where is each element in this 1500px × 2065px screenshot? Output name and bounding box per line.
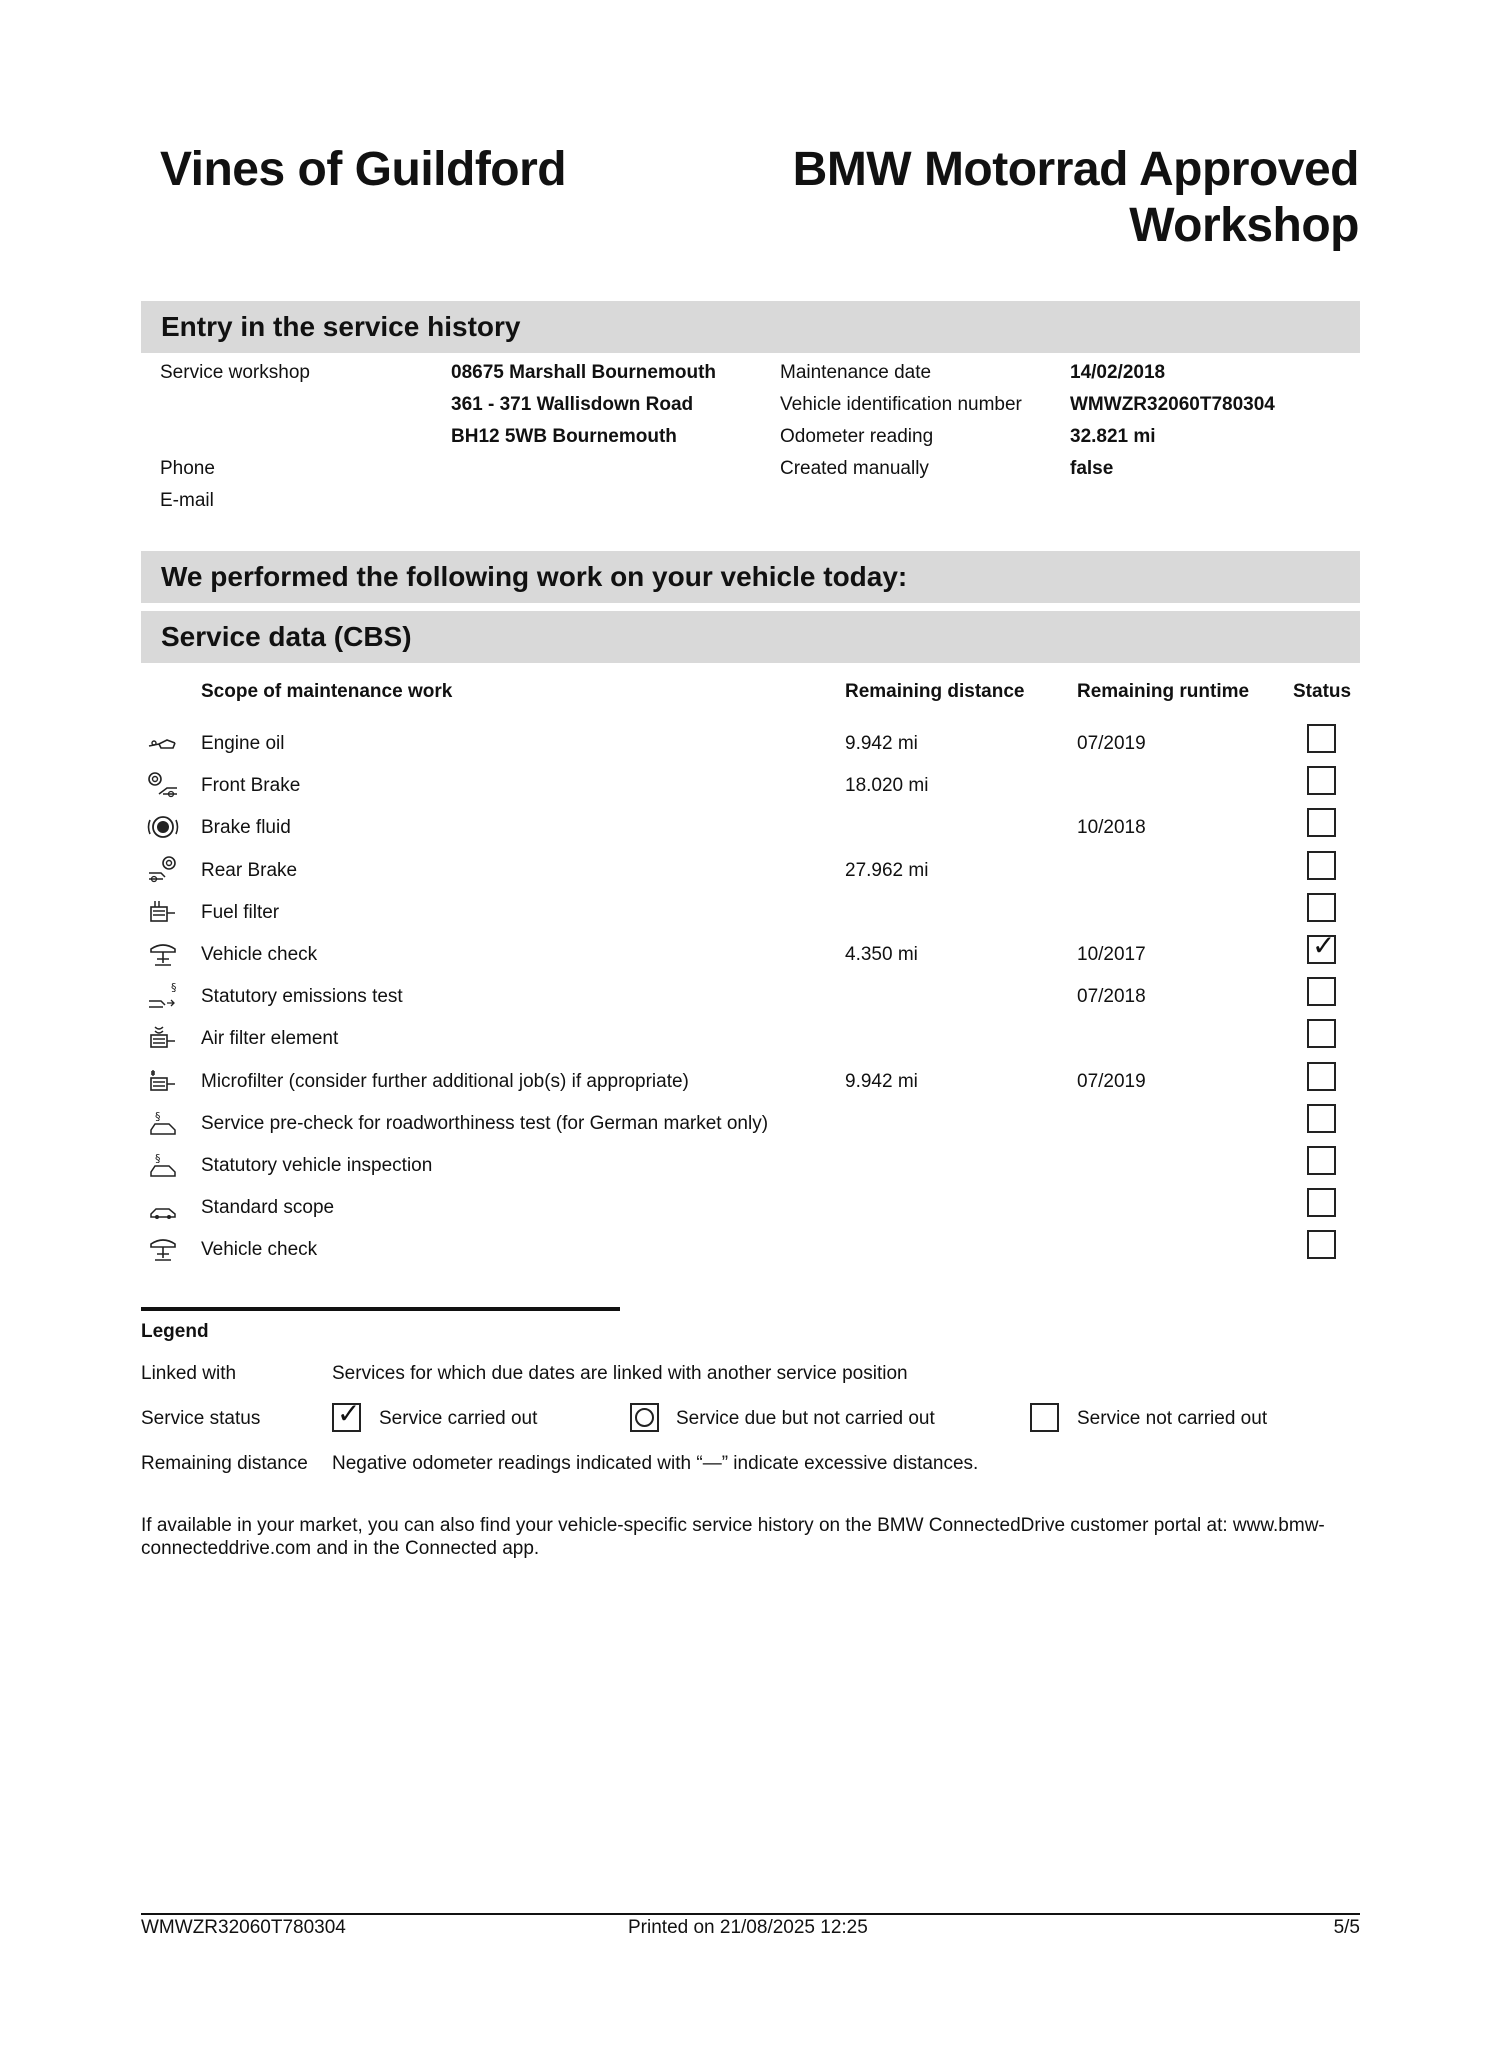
service-workshop-label: Service workshop xyxy=(160,362,310,383)
entry-section-title: Entry in the service history xyxy=(161,311,521,342)
row-remaining-runtime: 10/2018 xyxy=(1077,817,1146,839)
row-scope: Standard scope xyxy=(201,1197,335,1219)
standard-scope-icon xyxy=(145,1192,181,1222)
legend-empty-box xyxy=(1030,1403,1059,1432)
status-checkbox xyxy=(1307,893,1336,922)
table-row xyxy=(141,1230,1360,1272)
table-row xyxy=(141,929,1360,977)
legend-not-carried: Service not carried out xyxy=(1077,1408,1268,1429)
work-section-title: We performed the following work on your vehicle today: xyxy=(161,561,908,592)
legend-divider xyxy=(141,1307,620,1311)
maintenance-date-label: Maintenance date xyxy=(780,362,932,383)
maintenance-date-value: 14/02/2018 xyxy=(1070,362,1166,383)
workshop-title xyxy=(659,142,1359,254)
fuel-filter-icon xyxy=(145,897,181,927)
row-scope: Fuel filter xyxy=(201,901,280,923)
legend-title: Legend xyxy=(141,1321,209,1342)
row-remaining-distance: 18.020 mi xyxy=(845,775,929,797)
svg-text:§: § xyxy=(171,981,177,995)
workshop-title-line1: BMW Motorrad Approved xyxy=(792,143,1359,196)
created-manually-label: Created manually xyxy=(780,458,929,479)
status-checkbox xyxy=(1307,851,1336,880)
svg-text:§: § xyxy=(155,1152,161,1165)
row-scope: Statutory vehicle inspection xyxy=(201,1155,433,1176)
table-row xyxy=(141,977,1360,1019)
front-brake-icon xyxy=(145,770,181,800)
status-checkbox xyxy=(1307,1230,1336,1259)
col-runtime-header: Remaining runtime xyxy=(1077,681,1250,702)
footer-divider xyxy=(141,1913,1360,1915)
col-status-header: Status xyxy=(1293,681,1352,702)
table-row xyxy=(141,1019,1360,1061)
circle-icon xyxy=(635,1408,654,1427)
legend-distance-label: Remaining distance xyxy=(141,1453,308,1474)
pre-check-icon xyxy=(145,1108,181,1138)
vin-label: Vehicle identification number xyxy=(780,394,1022,415)
row-remaining-distance: 4.350 mi xyxy=(845,944,918,965)
col-distance-header: Remaining distance xyxy=(845,681,1025,702)
legend-due-box xyxy=(630,1403,659,1432)
microfilter-icon xyxy=(145,1066,181,1096)
entry-labels-right xyxy=(780,357,1022,485)
status-checkbox xyxy=(1307,1188,1336,1217)
footer-printed: Printed on 21/08/2025 12:25 xyxy=(628,1917,868,1938)
air-filter-icon xyxy=(145,1023,181,1053)
legend-due-not-carried: Service due but not carried out xyxy=(676,1408,935,1429)
row-remaining-distance: 9.942 mi xyxy=(845,733,918,754)
row-scope: Vehicle check xyxy=(201,1239,318,1261)
footer-vin: WMWZR32060T780304 xyxy=(141,1917,346,1938)
legend-distance-text: Negative odometer readings indicated with “—” indicate excessive distances. xyxy=(332,1453,979,1474)
odometer-value: 32.821 mi xyxy=(1070,426,1156,447)
workshop-city: BH12 5WB Bournemouth xyxy=(451,426,677,447)
vehicle-check-icon xyxy=(145,1234,181,1264)
status-checkbox xyxy=(1307,766,1336,795)
row-scope: Front Brake xyxy=(201,775,301,797)
brake-fluid-icon xyxy=(145,812,181,842)
vehicle-inspection-icon xyxy=(145,1150,181,1180)
vin-value: WMWZR32060T780304 xyxy=(1070,394,1275,415)
status-checkbox xyxy=(1307,929,1336,964)
cbs-section-title: Service data (CBS) xyxy=(161,621,412,652)
created-manually-value: false xyxy=(1070,458,1114,479)
checkmark-icon: ✓ xyxy=(1312,929,1336,962)
workshop-street: 361 - 371 Wallisdown Road xyxy=(451,394,694,415)
svg-text:§: § xyxy=(155,1109,161,1123)
table-row xyxy=(141,1188,1360,1230)
legend-checked-box xyxy=(332,1397,361,1432)
legend-carried-out: Service carried out xyxy=(379,1408,538,1429)
legend-status-label: Service status xyxy=(141,1408,261,1429)
row-remaining-distance: 9.942 mi xyxy=(845,1070,918,1092)
vehicle-check-icon xyxy=(145,939,181,969)
row-scope: Statutory emissions test xyxy=(201,986,403,1008)
row-scope: Brake fluid xyxy=(201,817,291,839)
odometer-label: Odometer reading xyxy=(780,426,934,447)
row-scope: Microfilter (consider further additional job(s) if appropriate) xyxy=(201,1070,689,1092)
entry-values-right xyxy=(1070,357,1275,485)
table-row xyxy=(141,1104,1360,1146)
entry-labels-left xyxy=(160,357,310,517)
phone-label: Phone xyxy=(160,458,215,479)
row-scope: Service pre-check for roadworthiness test (for German market only) xyxy=(201,1112,769,1134)
table-row xyxy=(141,766,1360,808)
row-remaining-runtime: 07/2018 xyxy=(1077,986,1146,1008)
table-row xyxy=(141,893,1360,935)
workshop-address xyxy=(451,357,716,453)
row-scope: Air filter element xyxy=(201,1028,339,1050)
email-label: E-mail xyxy=(160,490,214,511)
row-scope: Rear Brake xyxy=(201,859,298,881)
checkmark-icon: ✓ xyxy=(337,1397,361,1430)
row-remaining-distance: 27.962 mi xyxy=(845,859,929,881)
engine-oil-icon xyxy=(145,728,181,758)
dealer-name: Vines of Guildford xyxy=(160,143,567,196)
table-row xyxy=(141,724,1360,766)
table-row xyxy=(141,851,1360,893)
legend-linked-label: Linked with xyxy=(141,1363,237,1384)
row-remaining-runtime: 07/2019 xyxy=(1077,733,1146,754)
table-row xyxy=(141,1062,1360,1104)
status-checkbox xyxy=(1307,808,1336,837)
row-remaining-runtime: 07/2019 xyxy=(1077,1070,1146,1092)
workshop-name: 08675 Marshall Bournemouth xyxy=(451,362,717,383)
rear-brake-icon xyxy=(145,855,181,885)
status-checkbox xyxy=(1307,1019,1336,1048)
workshop-title-line2: Workshop xyxy=(1129,199,1359,252)
cbs-section-header xyxy=(141,611,1360,663)
status-checkbox xyxy=(1307,1104,1336,1133)
status-checkbox xyxy=(1307,1146,1336,1175)
table-row xyxy=(141,808,1360,850)
col-scope-header: Scope of maintenance work xyxy=(201,681,453,702)
row-scope: Engine oil xyxy=(201,733,285,754)
status-checkbox xyxy=(1307,1062,1336,1091)
legend-linked-text: Services for which due dates are linked with another service position xyxy=(332,1363,908,1384)
footer-page: 5/5 xyxy=(1333,1917,1360,1938)
table-row xyxy=(141,1146,1360,1188)
entry-section-header xyxy=(141,301,1360,353)
row-scope: Vehicle check xyxy=(201,944,318,965)
connecteddrive-note: If available in your market, you can also find your vehicle-specific service history on the BMW ConnectedDrive customer portal at: www.bmw-connecteddrive.com and in the Connected app. xyxy=(141,1515,1325,1559)
status-checkbox xyxy=(1307,977,1336,1006)
emissions-test-icon xyxy=(145,981,181,1011)
work-section-header xyxy=(141,551,1360,603)
status-checkbox xyxy=(1307,724,1336,753)
row-remaining-runtime: 10/2017 xyxy=(1077,944,1146,965)
